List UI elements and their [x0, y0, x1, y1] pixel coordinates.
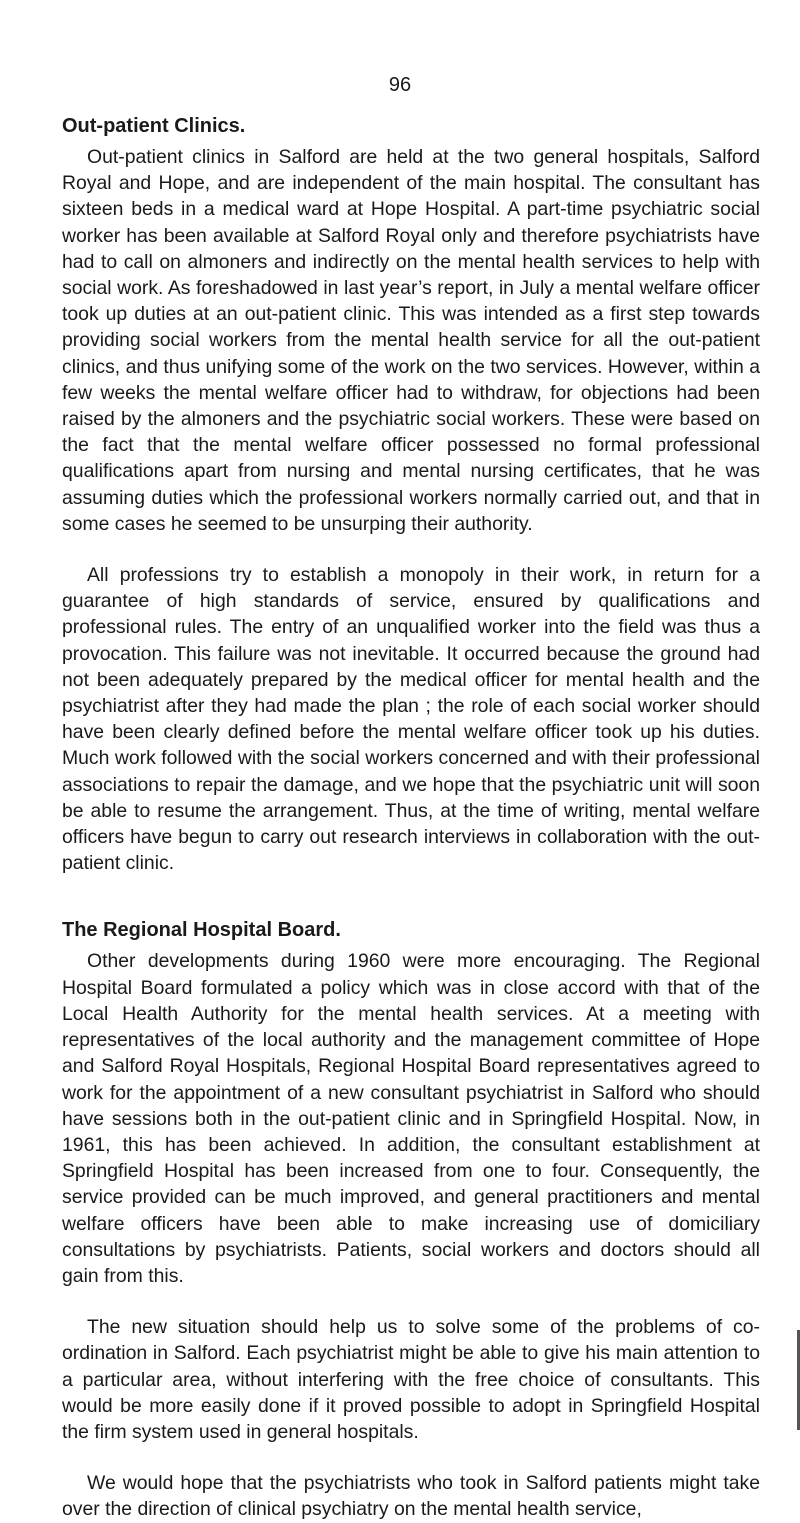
page-number: 96	[388, 74, 412, 96]
paragraph: All professions try to establish a monopoly in their work, in return for a guarantee of high standards of service, ensured by qualifications and professional rules. The entry of an unqualified worker into the field was thus a provocation. This failure was not inevitable. It occurred because the ground had not been adequately prepared by the medical officer for mental health and the psychiatrist after they had made the plan ; the role of each social worker should have been clearly defined before the mental welfare officer took up his duties. Much work followed with the social workers concerned and with their professional associations to repair the damage, and we hope that the psychiatric unit will soon be able to resume the arrangement. Thus, at the time of writing, mental welfare officers have begun to carry out research interviews in collaboration with the out-patient clinic.	[62, 564, 760, 875]
paragraph: Other developments during 1960 were more encouraging. The Regional Hospital Board formulated a policy which was in close accord with that of the Local Health Authority for the mental health services. At a meeting with representatives of the local authority and the management committee of Hope and Salford Royal Hospitals, Regional Hospital Board representatives agreed to work for the appointment of a new consultant psychiatrist in Salford who should have sessions both in the out-patient clinic and in Springfield Hospital. Now, in 1961, this has been achieved. In addition, the consultant establishment at Springfield Hospital has been increased from one to four. Consequently, the service provided can be much improved, and general practitioners and mental welfare officers have been able to make increasing use of domiciliary consultations by psychiatrists. Patients, social workers and doctors should all gain from this.	[62, 950, 760, 1287]
section-heading: Out-patient Clinics.	[62, 115, 246, 137]
section-out-patient-clinics	[62, 112, 760, 876]
paragraph: The new situation should help us to solve some of the problems of co-ordination in Salford. Each psychiatrist might be able to give his main attention to a particular area, without interfering with the free choice of consultants. This would be more easily done if it proved possible to adopt in Springfield Hospital the firm system used in general hospitals.	[62, 1316, 760, 1443]
paragraph: We would hope that the psychiatrists who took in Salford patients might take over the direction of clinical psychiatry on the mental health service,	[62, 1472, 760, 1521]
page-content	[62, 112, 760, 1523]
section-heading: The Regional Hospital Board.	[62, 919, 341, 942]
paragraph: Out-patient clinics in Salford are held at the two general hospitals, Salford Royal and Hope, and are independent of the main hospital. The consultant has sixteen beds in a medical ward at Hope Hospital. A part-time psychiatric social worker has been available at Salford Royal only and therefore psychiatrists have had to call on almoners and indirectly on the mental health services to help with social work. As foreshadowed in last year’s report, in July a mental welfare officer took up duties at an out-patient clinic. This was intended as a first step towards providing social workers from the mental health service for all the out-patient clinics, and thus unifying some of the work on the two services. However, within a few weeks the mental welfare officer had to withdraw, for objections had been raised by the almoners and the psychiatric social workers. These were based on the fact that the mental welfare officer possessed no formal professional qualifications apart from nursing and mental nursing certificates, that he was assuming duties which the professional workers normally carried out, and that in some cases he seemed to be unsurping their authority.	[62, 146, 760, 535]
section-regional-hospital-board	[62, 916, 760, 1522]
